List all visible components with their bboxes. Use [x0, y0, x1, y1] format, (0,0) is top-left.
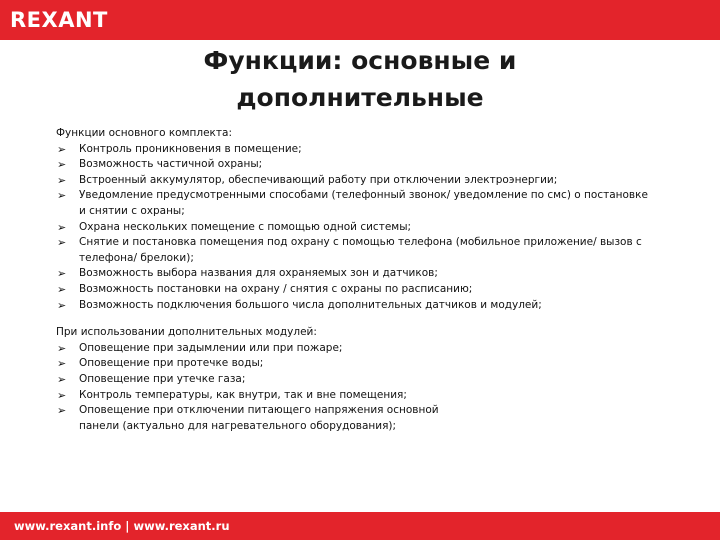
title-line-1: Функции: основные и: [203, 46, 517, 75]
additional-modules-list: [56, 341, 656, 435]
list-item-text: Возможность постановки на охрану / снятия с охраны по расписанию;: [79, 282, 473, 295]
arrowhead-bullet-icon: ➢: [57, 220, 67, 234]
basic-functions-list: [56, 142, 656, 314]
additional-modules-heading: При использовании дополнительных модулей:: [56, 326, 317, 339]
list-item-text: Охрана нескольких помещение с помощью одной системы;: [79, 220, 412, 233]
bottom-brand-bar: [0, 512, 720, 540]
list-item: [56, 220, 656, 236]
list-item: [56, 266, 656, 282]
list-item: [56, 157, 656, 173]
arrowhead-bullet-icon: ➢: [57, 357, 67, 371]
list-item-text: Возможность подключения большого числа дополнительных датчиков и модулей;: [79, 298, 542, 311]
list-item: [56, 188, 656, 219]
arrowhead-bullet-icon: ➢: [57, 173, 67, 187]
list-item: [56, 356, 656, 372]
arrowhead-bullet-icon: ➢: [57, 298, 67, 312]
arrowhead-bullet-icon: ➢: [57, 341, 67, 355]
arrowhead-bullet-icon: ➢: [57, 372, 67, 386]
list-item-text: Оповещение при задымлении или при пожаре;: [79, 341, 343, 354]
footer-website-links[interactable]: www.rexant.info | www.rexant.ru: [14, 519, 230, 533]
list-item: [56, 298, 656, 314]
arrowhead-bullet-icon: ➢: [57, 267, 67, 281]
arrowhead-bullet-icon: ➢: [57, 158, 67, 172]
list-item: [56, 372, 656, 388]
list-item-text: Оповещение при отключении питающего напряжения основной панели (актуально для нагревательного оборудования);: [79, 404, 439, 432]
list-item: [56, 235, 656, 266]
list-item-text: Возможность частичной охраны;: [79, 158, 263, 171]
rexant-logo: REXANT: [10, 8, 108, 32]
list-item-text: Оповещение при протечке воды;: [79, 357, 264, 370]
title-line-2: дополнительные: [236, 83, 484, 112]
top-brand-bar: [0, 0, 720, 40]
list-item-text: Контроль проникновения в помещение;: [79, 142, 302, 155]
arrowhead-bullet-icon: ➢: [57, 142, 67, 156]
list-item: [56, 173, 656, 189]
list-item-text: Уведомление предусмотренными способами (телефонный звонок/ уведомление по смс) о постановке и снятии с охраны;: [79, 189, 648, 217]
list-item: [56, 282, 656, 298]
section-spacer: [56, 313, 656, 325]
arrowhead-bullet-icon: ➢: [57, 236, 67, 250]
arrowhead-bullet-icon: ➢: [57, 189, 67, 203]
list-item: [56, 403, 459, 434]
list-item: [56, 341, 656, 357]
list-item-text: Встроенный аккумулятор, обеспечивающий работу при отключении электроэнергии;: [79, 173, 558, 186]
list-item: [56, 142, 656, 158]
arrowhead-bullet-icon: ➢: [57, 282, 67, 296]
list-item-text: Возможность выбора названия для охраняемых зон и датчиков;: [79, 267, 438, 280]
basic-functions-heading: Функции основного комплекта:: [56, 127, 232, 139]
list-item-text: Снятие и постановка помещения под охрану с помощью телефона (мобильное приложение/ вызов с телефона/ брелоки);: [79, 236, 642, 264]
list-item: [56, 388, 656, 404]
page-title: [150, 42, 570, 116]
content-body: [56, 126, 656, 434]
arrowhead-bullet-icon: ➢: [57, 388, 67, 402]
arrowhead-bullet-icon: ➢: [57, 404, 67, 418]
list-item-text: Контроль температуры, как внутри, так и вне помещения;: [79, 388, 407, 401]
list-item-text: Оповещение при утечке газа;: [79, 372, 246, 385]
